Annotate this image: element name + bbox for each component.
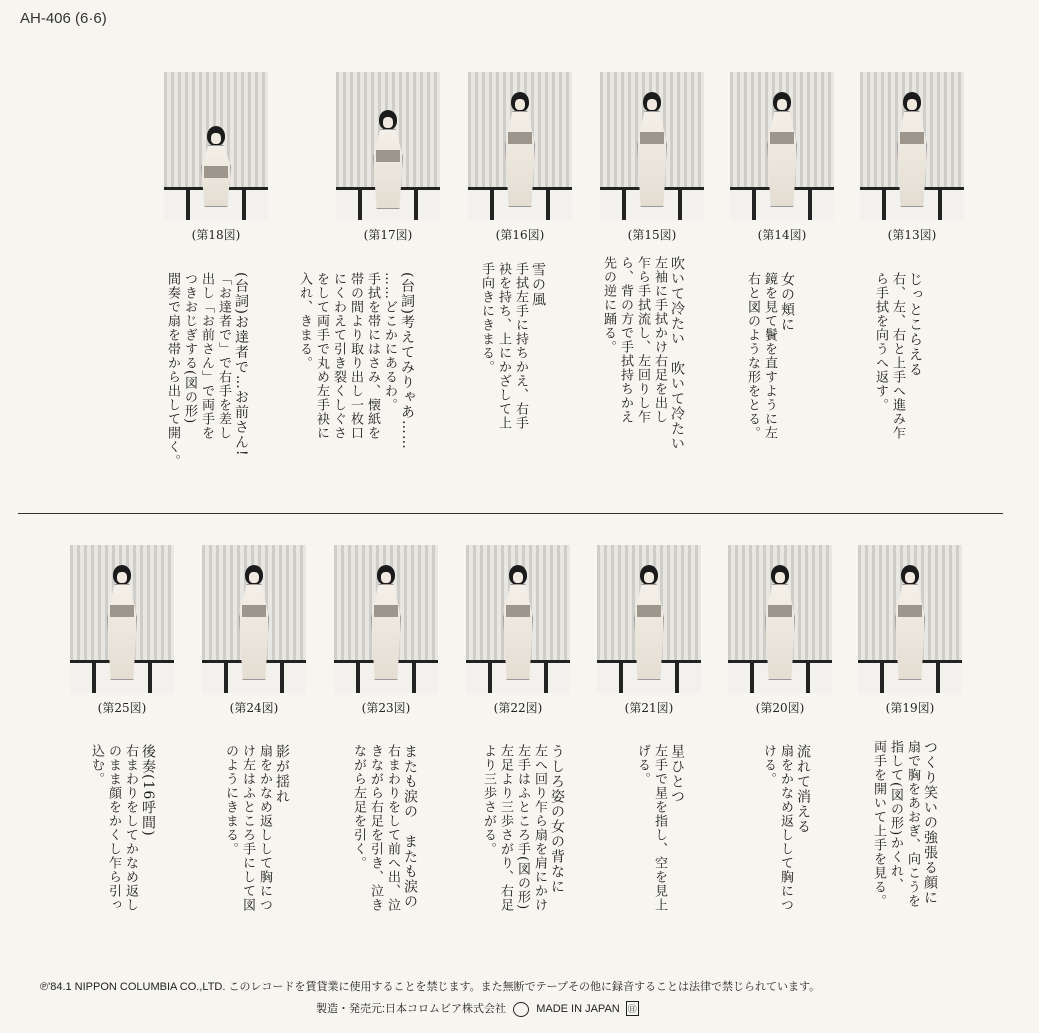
instruction-text: うしろ姿の女の背なに 左へ回り乍ら扇を肩にかけ 左手はふところ手(図の形) 左足より三歩さがり、右足 より三歩さがる。 (481, 744, 565, 912)
dance-photo (164, 72, 268, 220)
figure-16 (468, 72, 572, 243)
dance-photo (336, 72, 440, 220)
figure-20 (728, 545, 832, 716)
figure-18 (164, 72, 268, 243)
dance-photo (860, 72, 964, 220)
catalog-number: AH-406 (6·6) (20, 10, 107, 27)
instruction-text: じっとこらえる 右、左、右と上手へ進み乍 ら手拭を向うへ返す。 (873, 272, 923, 440)
legal-notice: ℗'84.1 NIPPON COLUMBIA CO.,LTD. このレコードを賃貸業に使用することを禁じます。また無断でテープその他に録音することは法律で禁じられています。 (40, 981, 821, 993)
figure-caption: (第20図) (755, 701, 805, 715)
figure-caption: (第13図) (887, 228, 937, 242)
dance-photo (730, 72, 834, 220)
figure-25 (70, 545, 174, 716)
columbia-logo-icon (513, 1002, 529, 1017)
figure-13 (860, 72, 964, 243)
instruction-text: 流れて消える 扇をかなめ返しして胸につ ける。 (761, 744, 811, 912)
manufacturer-name: 製造・発売元:日本コロムビア株式会社 (316, 1003, 507, 1015)
japan-mark: ㊐ (626, 1001, 639, 1016)
figure-caption: (第24図) (229, 701, 279, 715)
dance-photo (202, 545, 306, 693)
section-divider (18, 513, 1003, 514)
instruction-text: (台詞)お達者で…お前さん! 「お達者で」で右手を差し 出し「お前さん」で両手を つきおじぎする(図の形) 間奏で扇を帯から出して開く。 (165, 272, 249, 468)
instruction-text: 影が揺れ 扇をかなめ返しして胸につ け左はふところ手にして図 のようにきまる。 (223, 744, 290, 912)
dance-photo (70, 545, 174, 693)
dance-photo (858, 545, 962, 693)
figure-caption: (第22図) (493, 701, 543, 715)
figure-19 (858, 545, 962, 716)
instruction-text: 雪の風 手拭左手に持ちかえ、右手 袂を持ち、上にかざして上 手向きにきまる。 (479, 262, 546, 430)
figure-22 (466, 545, 570, 716)
figure-caption: (第15図) (627, 228, 677, 242)
figure-23 (334, 545, 438, 716)
figure-14 (730, 72, 834, 243)
instruction-text: 女の頬に 鏡を見て鬢を直すように左 右と図のような形をとる。 (745, 272, 795, 440)
instruction-text: 吹いて冷たい 吹いて冷たい 左袖に手拭かけ右足を出し 乍ら手拭流し、左回りし乍 ら、背の方で手拭持ちかえ 先の逆に踊る。 (601, 256, 685, 451)
dance-photo (728, 545, 832, 693)
instruction-text: 星ひとつ 左手で星を指し、空を見上 げる。 (635, 744, 685, 912)
manufacturer-line (316, 1000, 639, 1017)
figure-caption: (第23図) (361, 701, 411, 715)
instruction-text: つくり笑いの強張る顔に 扇で胸をあおぎ、向こうを 指して(図の形)かくれ、 両手を開いて上手を見る。 (871, 740, 938, 908)
figure-caption: (第25図) (97, 701, 147, 715)
dance-photo (597, 545, 701, 693)
dance-photo (600, 72, 704, 220)
figure-caption: (第18図) (191, 228, 241, 242)
dance-photo (466, 545, 570, 693)
figure-caption: (第21図) (624, 701, 674, 715)
figure-caption: (第16図) (495, 228, 545, 242)
figure-caption: (第19図) (885, 701, 935, 715)
dance-photo (334, 545, 438, 693)
dance-photo (468, 72, 572, 220)
instruction-text: (台詞)考えてみりゃあ…… ……どこかにあるわ。 手拭を帯にはさみ、懐紙を 帯の間より取り出し一枚口 にくわえて引き裂くしぐさ をして両手で丸め左手袂に 入れ、きまる。 (297, 272, 415, 450)
figure-15 (600, 72, 704, 243)
figure-21 (597, 545, 701, 716)
instruction-text: 後奏(16呼間) 右まわりをしてかなめ返し のまま顔をかくし乍ら引っ 込む。 (89, 744, 156, 912)
instruction-text: またも涙の またも涙の 右まわりをして前へ出、泣 きながら右足を引き、泣き ながら左足を引く。 (351, 744, 418, 912)
figure-caption: (第17図) (363, 228, 413, 242)
figure-caption: (第14図) (757, 228, 807, 242)
figure-24 (202, 545, 306, 716)
figure-17 (336, 72, 440, 243)
made-in-japan: MADE IN JAPAN (536, 1003, 620, 1015)
